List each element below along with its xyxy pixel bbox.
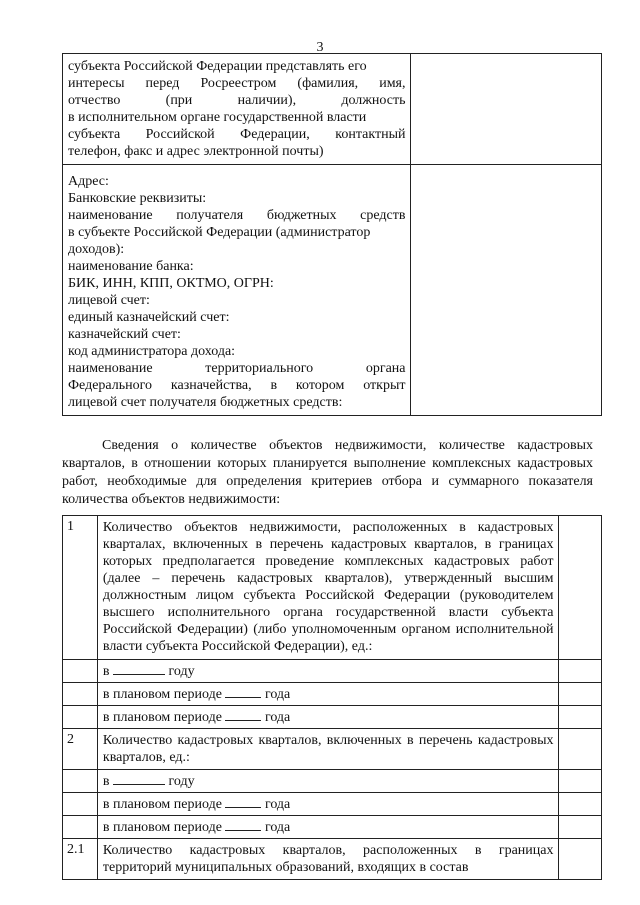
year-row	[97, 816, 559, 839]
year-suffix: году	[168, 774, 195, 789]
year-row	[97, 706, 559, 729]
text-line: лицевой счет получателя бюджетных средств:	[68, 395, 343, 410]
intro-paragraph	[62, 437, 593, 509]
empty-number-cell	[63, 770, 98, 793]
text-line: в субъекте Российской Федерации (администратор	[68, 225, 371, 240]
text-line: код администратора дохода:	[68, 344, 236, 359]
blank-field	[113, 772, 165, 785]
text-line: Адрес:	[68, 174, 109, 189]
table-row	[63, 683, 602, 706]
empty-value-cell	[410, 165, 602, 416]
empty-value-cell	[559, 683, 602, 706]
representative-info-cell	[63, 54, 411, 165]
table-row	[63, 165, 602, 416]
blank-field	[113, 662, 165, 675]
year-suffix: года	[264, 710, 291, 725]
table-row	[63, 54, 602, 165]
text-line: наименование банка:	[68, 259, 194, 274]
empty-value-cell	[559, 770, 602, 793]
table-row	[63, 729, 602, 770]
year-row	[97, 793, 559, 816]
text-line: наименование территориального органа	[68, 361, 406, 376]
empty-value-cell	[559, 839, 602, 880]
year-prefix: в	[102, 664, 110, 679]
text-line: Федерального казначейства, в котором открыт	[68, 378, 406, 393]
text-line: наименование получателя бюджетных средств	[68, 208, 406, 223]
table-row	[63, 706, 602, 729]
text-line: интересы перед Росреестром (фамилия, имя,	[68, 76, 406, 91]
bank-details-cell	[63, 165, 411, 416]
empty-value-cell	[559, 660, 602, 683]
year-prefix: в плановом периоде	[102, 687, 222, 702]
text-line: лицевой счет:	[68, 293, 150, 308]
empty-number-cell	[63, 683, 98, 706]
page-number: 3	[316, 40, 324, 55]
text-line: единый казначейский счет:	[68, 310, 230, 325]
empty-value-cell	[559, 516, 602, 660]
empty-number-cell	[63, 660, 98, 683]
item-number: 1	[63, 516, 98, 660]
empty-value-cell	[559, 816, 602, 839]
item-description: Количество кадастровых кварталов, включенных в перечень кадастровых кварталов, ед.:	[97, 729, 559, 770]
contact-details-table	[62, 53, 602, 416]
table-row	[63, 516, 602, 660]
blank-field	[225, 795, 261, 808]
empty-number-cell	[63, 816, 98, 839]
year-row	[97, 770, 559, 793]
year-suffix: года	[264, 797, 291, 812]
empty-value-cell	[410, 54, 602, 165]
empty-value-cell	[559, 706, 602, 729]
empty-number-cell	[63, 793, 98, 816]
year-suffix: года	[264, 687, 291, 702]
text-line: в исполнительном органе государственной власти	[68, 110, 367, 125]
blank-field	[225, 818, 261, 831]
text-line: субъекта Российской Федерации, контактный	[68, 127, 406, 142]
text-line: отчество (при наличии), должность	[68, 93, 406, 108]
year-suffix: года	[264, 820, 291, 835]
item-number: 2	[63, 729, 98, 770]
text-line: Банковские реквизиты:	[68, 191, 207, 206]
year-prefix: в плановом периоде	[102, 710, 222, 725]
table-row	[63, 660, 602, 683]
empty-value-cell	[559, 729, 602, 770]
text-line: телефон, факс и адрес электронной почты)	[68, 144, 324, 159]
empty-number-cell	[63, 706, 98, 729]
year-suffix: году	[168, 664, 195, 679]
blank-field	[225, 708, 261, 721]
table-row	[63, 770, 602, 793]
table-row	[63, 839, 602, 880]
table-row	[63, 793, 602, 816]
year-prefix: в плановом периоде	[102, 820, 222, 835]
year-row	[97, 660, 559, 683]
intro-text: Сведения о количестве объектов недвижимости, количестве кадастровых кварталов, в отношении которых планируется выполнение комплексных кадастровых работ, необходимые для определения критериев отбора и суммарного показателя количества объектов недвижимости:	[62, 438, 593, 507]
item-number: 2.1	[63, 839, 98, 880]
real-estate-criteria-table	[62, 515, 602, 880]
empty-value-cell	[559, 793, 602, 816]
year-prefix: в	[102, 774, 110, 789]
year-row	[97, 683, 559, 706]
item-description: Количество кадастровых кварталов, расположенных в границах территорий муниципальных образований, входящих в состав	[97, 839, 559, 880]
table-row	[63, 816, 602, 839]
text-line: казначейский счет:	[68, 327, 181, 342]
year-prefix: в плановом периоде	[102, 797, 222, 812]
blank-field	[225, 685, 261, 698]
item-description: Количество объектов недвижимости, расположенных в кадастровых кварталах, включенных в перечень кадастровых кварталов, в границах которых предполагается проведение комплексных кадастровых работ (далее – перечень кадастровых кварталов), утвержденный высшим должностным лицом субъекта Российской Федерации (руководителем высшего исполнительного органа государственной власти субъекта Российской Федерации) (либо уполномоченным органом исполнительной власти субъекта Российской Федерации), ед.:	[97, 516, 559, 660]
text-line: субъекта Российской Федерации представлять его	[68, 59, 367, 74]
text-line: БИК, ИНН, КПП, ОКТМО, ОГРН:	[68, 276, 274, 291]
text-line: доходов):	[68, 242, 125, 257]
